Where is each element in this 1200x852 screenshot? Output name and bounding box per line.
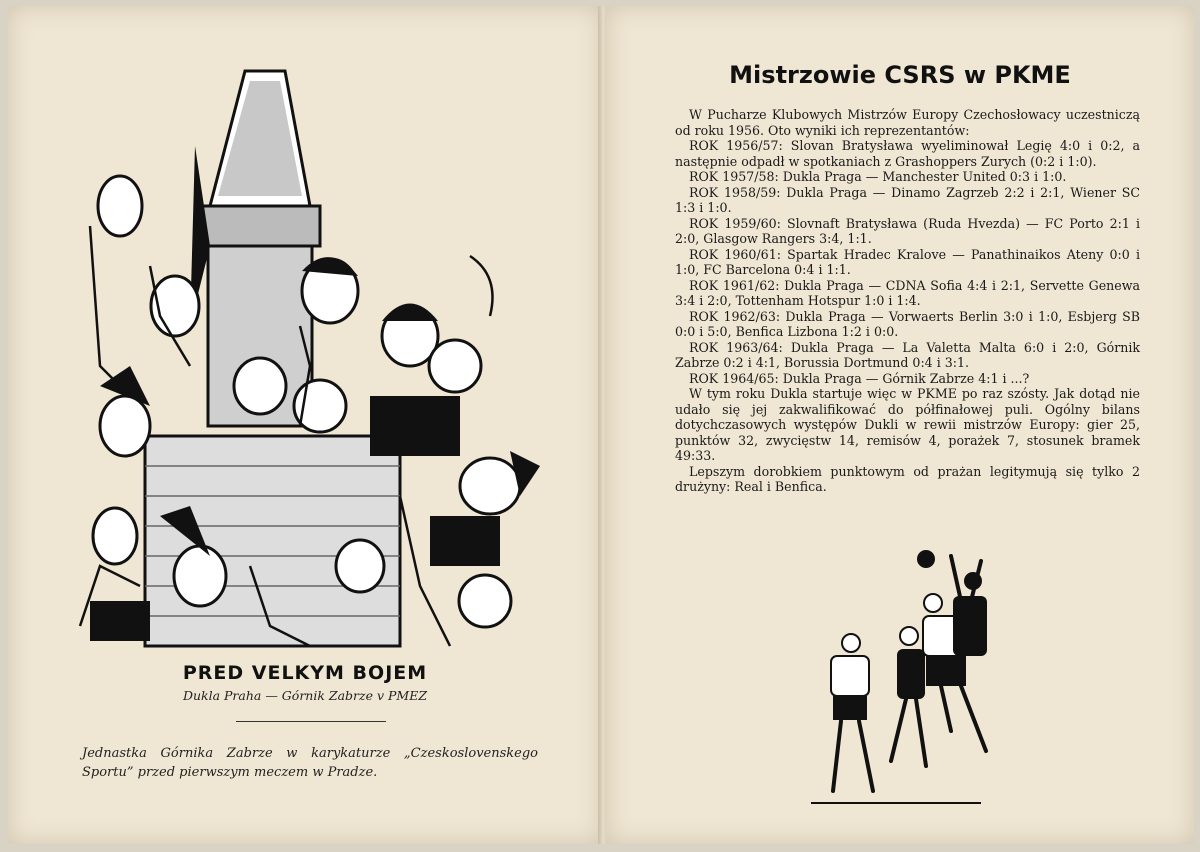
paragraph: Lepszym dorobkiem punktowym od prażan legitymują się tylko 2 drużyny: Real i Benfica. xyxy=(675,463,1140,494)
paragraph: ROK 1959/60: Slovnaft Bratysława (Ruda Hvezda) — FC Porto 2:1 i 2:0, Glasgow Rangers 3:4, 1:1. xyxy=(675,215,1140,246)
paragraph: W Pucharze Klubowych Mistrzów Europy Czechosłowacy uczestniczą od roku 1956. Oto wyniki ich reprezentantów: xyxy=(675,107,1140,138)
paragraph: ROK 1964/65: Dukla Praga — Górnik Zabrze 4:1 i ...? xyxy=(689,370,1030,386)
caption-title: PRED VELKYM BOJEM xyxy=(182,662,428,684)
paragraph: ROK 1960/61: Spartak Hradec Kralove — Panathinaikos Ateny 0:0 i 1:0, FC Barcelona 0:4 i 1:1. xyxy=(675,246,1140,277)
caption-subtitle: Dukla Praha — Górnik Zabrze v PMEZ xyxy=(182,688,428,703)
paragraph: ROK 1961/62: Dukla Praga — CDNA Sofia 4:4 i 2:1, Servette Genewa 3:4 i 2:0, Tottenham Hotspur 1:0 i 1:4. xyxy=(675,277,1140,308)
paragraph: ROK 1958/59: Dukla Praga — Dinamo Zagrzeb 2:2 i 2:1, Wiener SC 1:3 i 1:0. xyxy=(675,184,1140,215)
football-players-illustration xyxy=(811,541,1021,806)
article-body xyxy=(675,107,1140,495)
paragraph: ROK 1962/63: Dukla Praga — Vorwaerts Berlin 3:0 i 1:0, Esbjerg SB 0:0 i 5:0, Benfica Lizbona 1:2 i 0:0. xyxy=(675,308,1140,339)
paragraph: ROK 1963/64: Dukla Praga — La Valetta Malta 6:0 i 2:0, Górnik Zabrze 0:2 i 4:1, Borussia Dortmund 0:4 i 3:1. xyxy=(675,339,1140,370)
paragraph: W tym roku Dukla startuje więc w PKME po raz szósty. Jak dotąd nie udało się jej zakwalifikować do półfinałowej puli. Ogólny bilans dotychczasowych występów Dukli w rewii mistrzów Europy: gier 25, punktów 32, zwycięstw 14, remisów 4, porażek 7, stosunek bramek 49:33. xyxy=(675,386,1140,463)
caption-note: Jednastka Górnika Zabrze w karykaturze „Czeskoslovenskego Sportu” przed pierwszym meczem w Pradze. xyxy=(82,746,538,780)
paragraph: ROK 1957/58: Dukla Praga — Manchester United 0:3 i 1:0. xyxy=(689,169,1067,184)
page-title: Mistrzowie CSRS w PKME xyxy=(729,61,1071,89)
cartoon-illustration xyxy=(70,66,540,651)
paragraph: ROK 1956/57: Slovan Bratysława wyeliminował Legię 4:0 i 0:2, a następnie odpadł w spotkaniach z Grashoppers Zurych (0:2 i 1:0). xyxy=(675,138,1140,169)
right-page xyxy=(606,6,1194,844)
left-page xyxy=(8,6,602,844)
caption-divider xyxy=(236,721,386,722)
